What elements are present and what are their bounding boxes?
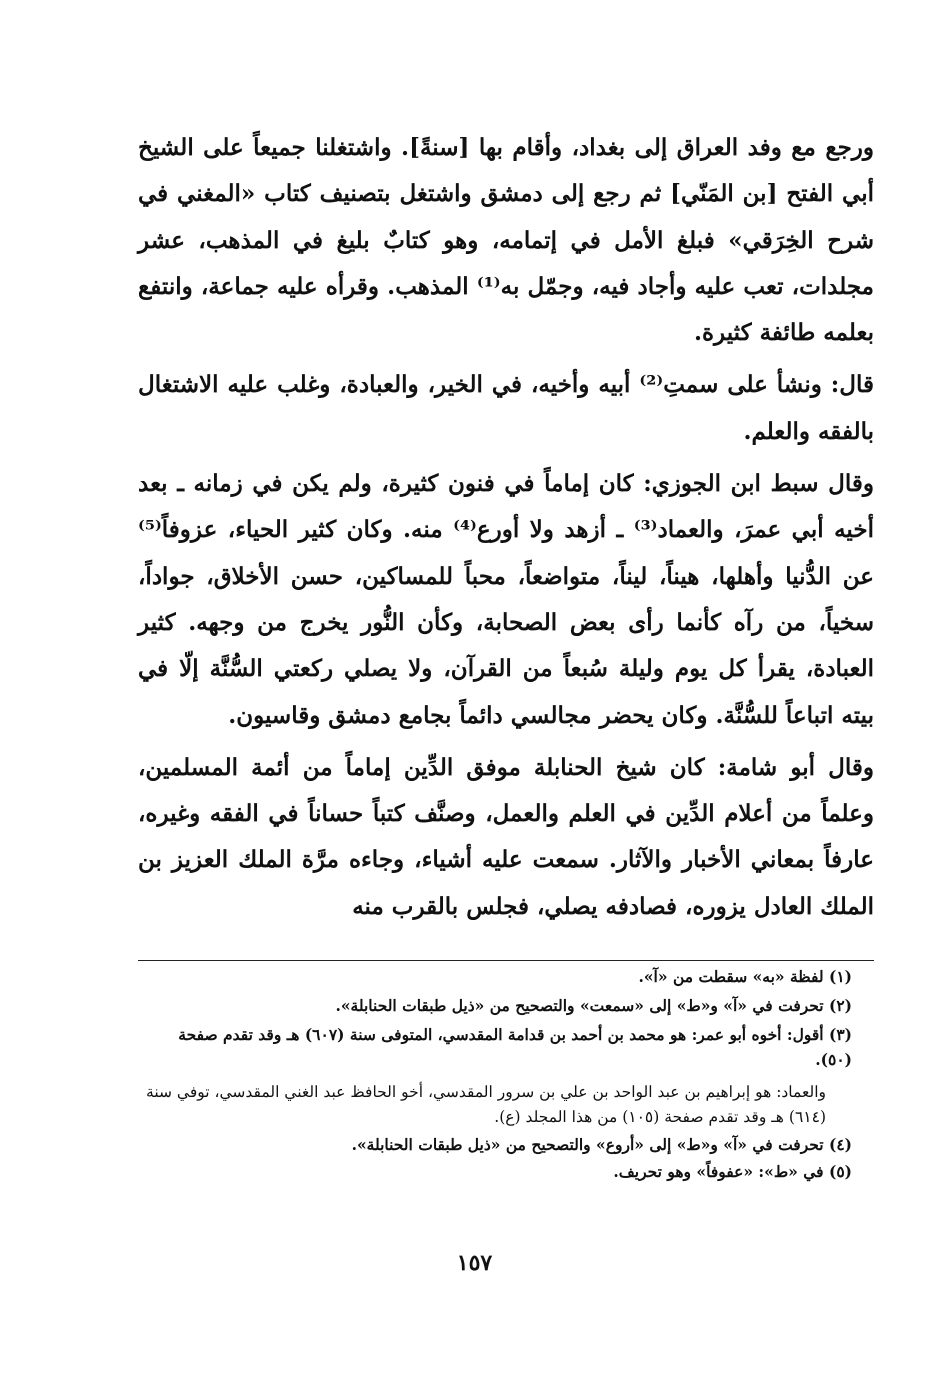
main-text (138, 125, 874, 936)
footnote: (١) لفظة «به» سقطت من «آ». (638, 967, 852, 986)
footnote-list (138, 960, 874, 1184)
page-number: ١٥٧ (456, 1250, 493, 1276)
paragraph: وقال سبط ابن الجوزي: كان إماماً في فنون كثيرة، ولم يكن في زمانه ـ بعد أخيه أبي عمرَ، والعماد⁽³⁾ ـ أزهد ولا أورع⁽⁴⁾ منه. وكان كثير الحياء، عزوفاً⁽⁵⁾ عن الدُّنيا وأهلها، هيناً، ليناً، متواضعاً، محباً للمساكين، حسن الأخلاق، جواداً، سخياً، من رآه كأنما رأى بعض الصحابة، وكأن النُّور يخرج من وجهه. كثير العبادة، يقرأ كل يوم وليلة سُبعاً من القرآن، ولا يصلي ركعتي السُّنَّة إلّا في بيته اتباعاً للسُّنَّة. وكان يحضر مجالسي دائماً بجامع دمشق وقاسيون. (138, 470, 874, 729)
paragraph: قال: ونشأ على سمتِ⁽²⁾ أبيه وأخيه، في الخير، والعبادة، وغلب عليه الاشتغال بالفقه والعلم. (138, 371, 874, 445)
footnote-continuation: والعماد: هو إبراهيم بن عبد الواحد بن علي بن سرور المقدسي، أخو الحافظ عبد الغني المقدسي، توفي سنة (٦١٤) هـ وقد تقدم صفحة (١٠٥) من هذا المجلد (ع). (146, 1083, 826, 1126)
paragraph: وقال أبو شامة: كان شيخ الحنابلة موفق الدِّين إماماً من أئمة المسلمين، وعلماً من أعلام الدِّين في العلم والعمل، وصنَّف كتباً حساناً في الفقه وغيره، عارفاً بمعاني الأخبار والآثار. سمعت عليه أشياء، وجاءه مرَّة الملك العزيز بن الملك العادل يزوره، فصادفه يصلي، فجلس بالقرب منه (138, 753, 874, 920)
paragraph: ورجع مع وفد العراق إلى بغداد، وأقام بها [سنةً]. واشتغلنا جميعاً على الشيخ أبي الفتح [بن المَنّي] ثم رجع إلى دمشق واشتغل بتصنيف كتاب «المغني في شرح الخِرَقي» فبلغ الأمل في إتمامه، وهو كتابٌ بليغ في المذهب، عشر مجلدات، تعب عليه وأجاد فيه، وجمّل به⁽¹⁾ المذهب. وقرأه عليه جماعة، وانتفع بعلمه طائفة كثيرة. (138, 134, 874, 347)
footnote: (٢) تحرفت في «آ» و«ط» إلى «سمعت» والتصحيح من «ذيل طبقات الحنابلة». (335, 996, 852, 1015)
footnote: (٣) أقول: أخوه أبو عمر: هو محمد بن أحمد بن قدامة المقدسي، المتوفى سنة (٦٠٧) هـ وقد تقدم صفحة (٥٠). (178, 1025, 852, 1069)
footnote: (٤) تحرفت في «آ» و«ط» إلى «أروع» والتصحيح من «ذيل طبقات الحنابلة». (351, 1135, 852, 1154)
footnote: (٥) في «ط»: «عفوفاً» وهو تحريف. (613, 1162, 852, 1181)
